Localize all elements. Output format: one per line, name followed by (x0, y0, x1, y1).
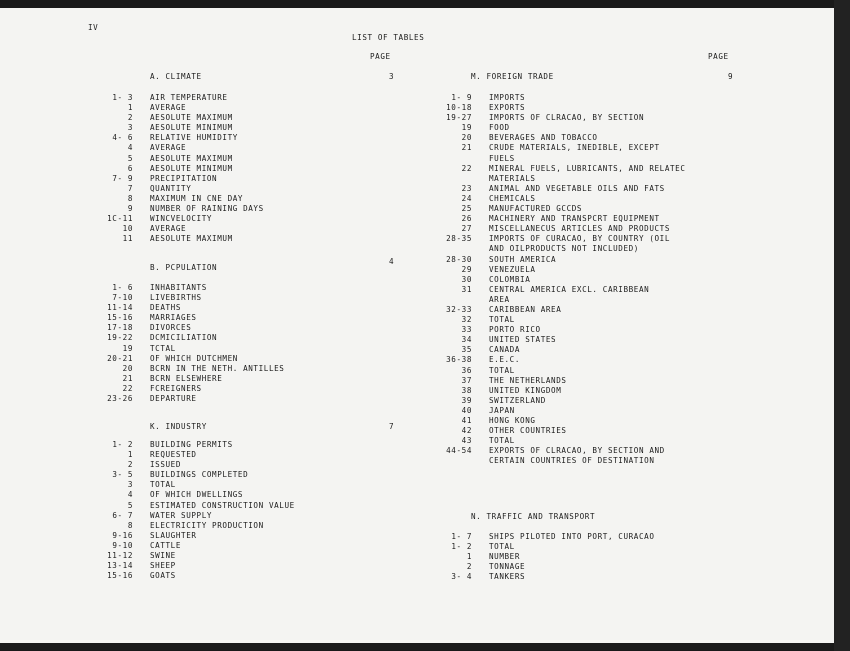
table-description: PRECIPITATION (150, 173, 218, 183)
scan-edge (834, 0, 850, 651)
table-description: FOOD (489, 123, 510, 133)
table-entry (112, 540, 373, 551)
table-number: 5 (127, 153, 133, 163)
table-description: TOTAL (489, 315, 515, 325)
table-number: 42 (461, 426, 472, 436)
section-page-industry: 7 (389, 422, 395, 431)
table-number: 8 (127, 193, 133, 203)
table-description: NUMBER OF RAINING DAYS (150, 204, 264, 214)
table-list-population (107, 283, 373, 404)
table-description: BEVERAGES AND TOBACCO (489, 133, 598, 143)
table-entry (112, 133, 373, 143)
table-description: HONG KONG (489, 416, 536, 425)
table-entry (472, 295, 772, 305)
table-description: WATER SUPPLY (150, 510, 213, 520)
table-number: 19-27 (446, 113, 472, 123)
table-entry (107, 561, 373, 571)
table-number: 10-18 (446, 103, 472, 113)
table-number: 37 (461, 375, 472, 385)
table-description: DEATHS (150, 303, 182, 313)
table-description: AESOLUTE MAXIMUM (150, 113, 233, 123)
table-description: TOTAL (150, 480, 176, 490)
table-entry (127, 183, 373, 194)
table-number: 31 (461, 284, 472, 294)
table-number: 1- 9 (451, 93, 472, 102)
table-entry (127, 113, 373, 123)
table-number: 4- 6 (112, 133, 133, 143)
table-description: CHEMICALS (489, 193, 536, 203)
table-description: RELATIVE HUMIDITY (150, 133, 238, 143)
table-description: THE NETHERLANDS (489, 375, 567, 385)
table-list-industry (107, 440, 373, 581)
table-number: 26 (461, 214, 472, 224)
table-entry (107, 333, 373, 343)
table-entry (461, 264, 772, 275)
table-description: SOUTH AMERICA (489, 254, 557, 264)
table-entry (446, 355, 772, 365)
table-entry (466, 552, 772, 562)
table-description: IMPORTS (489, 93, 526, 102)
table-number: 1- 2 (112, 440, 133, 449)
table-number: 11-14 (107, 303, 133, 313)
table-description: MANUFACTURED GCCDS (489, 204, 583, 214)
table-entry (461, 204, 772, 214)
table-entry (112, 440, 373, 450)
table-number: 1- 6 (112, 283, 133, 292)
table-description: BUILDING PERMITS (150, 440, 233, 449)
table-list-traffic (451, 532, 772, 582)
table-description: VENEZUELA (489, 264, 536, 274)
table-entry (461, 183, 772, 194)
section-page-foreign-trade: 9 (728, 72, 734, 81)
table-description: ELECTRICITY PRODUCTION (150, 520, 264, 530)
table-description: MACHINERY AND TRANSPCRT EQUIPMENT (489, 214, 660, 224)
table-number: 36-38 (446, 355, 472, 365)
table-entry (122, 363, 373, 374)
table-number: 28-30 (446, 254, 472, 264)
table-description: AESOLUTE MAXIMUM (150, 153, 233, 163)
table-entry (446, 103, 772, 113)
table-description: MINERAL FUELS, LUBRICANTS, AND RELATEC (489, 163, 686, 173)
table-number: 23 (461, 183, 472, 193)
table-entry (461, 133, 772, 143)
table-description: TANKERS (489, 572, 526, 582)
table-entry (446, 234, 772, 244)
table-description: AVERAGE (150, 143, 187, 153)
table-entry (122, 234, 373, 244)
table-entry (112, 293, 373, 303)
table-number: 17-18 (107, 323, 133, 333)
table-entry (127, 490, 373, 500)
table-entry (127, 163, 373, 174)
table-entry (461, 284, 772, 295)
table-number: 6- 7 (112, 510, 133, 520)
table-number: 35 (461, 345, 472, 355)
table-entry (127, 143, 373, 153)
page-number: IV (88, 23, 99, 32)
table-number: 28-35 (446, 234, 472, 244)
table-number: 9 (127, 204, 133, 214)
table-number: 1- 3 (112, 93, 133, 102)
table-entry (472, 244, 772, 254)
table-number: 5 (127, 500, 133, 510)
table-description: WINCVELOCITY (150, 214, 213, 224)
table-description: NUMBER (489, 552, 521, 562)
table-entry (127, 480, 373, 490)
table-description: TCTAL (150, 343, 176, 353)
table-description: LIVEBIRTHS (150, 293, 202, 303)
table-entry (461, 436, 772, 446)
table-entry (451, 532, 772, 542)
table-entry (127, 123, 373, 133)
section-title-traffic: N. TRAFFIC AND TRANSPORT (471, 512, 596, 521)
table-description: AREA (489, 294, 510, 304)
table-number: 30 (461, 274, 472, 284)
table-entry (466, 562, 772, 572)
table-number: 20-21 (107, 353, 133, 363)
table-number: 20 (122, 363, 133, 373)
table-list-foreign-trade (446, 93, 772, 466)
table-entry (461, 416, 772, 426)
table-entry (461, 274, 772, 285)
table-description: ESTIMATED CONSTRUCTION VALUE (150, 500, 295, 510)
table-number: 3- 5 (112, 470, 133, 480)
table-description: SLAUGHTER (150, 530, 197, 540)
table-description: CRUDE MATERIALS, INEDIBLE, EXCEPT (489, 143, 660, 153)
table-description: MAXIMUM IN CNE DAY (150, 193, 244, 203)
table-entry (107, 394, 373, 404)
table-description: AESOLUTE MAXIMUM (150, 234, 233, 244)
table-description: ANIMAL AND VEGETABLE OILS AND FATS (489, 183, 665, 193)
table-entry (461, 345, 772, 355)
table-description: CENTRAL AMERICA EXCL. CARIBBEAN (489, 284, 650, 294)
table-entry (446, 304, 772, 315)
table-number: 32-33 (446, 304, 472, 314)
table-entry (461, 325, 772, 335)
table-description: AIR TEMPERATURE (150, 93, 228, 102)
table-description: TONNAGE (489, 562, 526, 572)
table-number: 20 (461, 133, 472, 143)
table-number: 21 (461, 143, 472, 153)
table-number: 33 (461, 325, 472, 335)
table-description: CARIBBEAN AREA (489, 304, 562, 314)
table-number: 21 (122, 373, 133, 383)
table-number: 6 (127, 163, 133, 173)
table-number: 44-54 (446, 446, 472, 456)
table-entry (127, 204, 373, 214)
table-number: 43 (461, 436, 472, 446)
table-list-climate (107, 93, 373, 244)
table-entry (451, 542, 772, 552)
table-description: AVERAGE (150, 103, 187, 113)
table-entry (127, 460, 373, 470)
table-description: GOATS (150, 571, 176, 581)
table-number: 1 (127, 450, 133, 460)
table-entry (122, 343, 373, 354)
table-number: 9-16 (112, 530, 133, 540)
table-entry (112, 510, 373, 521)
table-entry (122, 224, 373, 234)
table-description: DIVORCES (150, 323, 192, 333)
table-number: 15-16 (107, 313, 133, 323)
table-entry (107, 571, 373, 581)
table-number: 1 (127, 103, 133, 113)
table-description: DEPARTURE (150, 394, 197, 404)
table-number: 1C-11 (107, 214, 133, 224)
table-entry (461, 405, 772, 416)
table-description: SHIPS PILOTED INTO PORT, CURACAO (489, 532, 655, 541)
table-number: 4 (127, 490, 133, 500)
table-entry (461, 214, 772, 224)
table-description: OF WHICH DWELLINGS (150, 490, 244, 500)
table-number: 13-14 (107, 561, 133, 571)
table-description: BCRN IN THE NETH. ANTILLES (150, 363, 285, 373)
table-description: FCREIGNERS (150, 383, 202, 393)
table-description: SWITZERLAND (489, 395, 546, 405)
table-entry (122, 373, 373, 384)
table-description: MARRIAGES (150, 313, 197, 323)
table-description: TOTAL (489, 542, 515, 552)
table-entry (461, 395, 772, 406)
table-entry (107, 313, 373, 323)
table-number: 34 (461, 335, 472, 345)
table-description: DCMICILIATION (150, 333, 218, 343)
table-number: 3- 4 (451, 572, 472, 582)
table-number: 41 (461, 416, 472, 425)
table-number: 27 (461, 224, 472, 234)
table-entry (461, 193, 772, 204)
table-description: JAPAN (489, 405, 515, 415)
table-number: 7-10 (112, 293, 133, 303)
table-description: IMPORTS OF CLRACAO, BY SECTION (489, 113, 645, 123)
table-number: 25 (461, 204, 472, 214)
table-entry (461, 385, 772, 396)
table-description: BUILDINGS COMPLETED (150, 470, 249, 480)
table-number: 24 (461, 193, 472, 203)
page-column-header-right: PAGE (708, 52, 729, 61)
table-number: 36 (461, 365, 472, 375)
table-number: 1- 2 (451, 542, 472, 552)
table-number: 9-10 (112, 540, 133, 550)
table-entry (461, 224, 772, 234)
table-number: 11-12 (107, 551, 133, 561)
table-description: AVERAGE (150, 224, 187, 234)
table-description: ISSUED (150, 460, 182, 470)
table-description: COLOMBIA (489, 274, 531, 284)
table-description: PORTO RICO (489, 325, 541, 335)
table-entry (127, 520, 373, 531)
table-entry (107, 353, 373, 364)
table-number: 23-26 (107, 394, 133, 404)
table-number: 15-16 (107, 571, 133, 581)
table-entry (472, 174, 772, 184)
table-description: CERTAIN COUNTRIES OF DESTINATION (489, 456, 655, 466)
table-description: MATERIALS (489, 173, 536, 183)
table-description: AESOLUTE MINIMUM (150, 123, 233, 133)
page-title: LIST OF TABLES (352, 33, 425, 42)
table-entry (461, 335, 772, 345)
section-page-population: 4 (389, 257, 395, 266)
table-number: 22 (122, 383, 133, 393)
table-description: CATTLE (150, 540, 182, 550)
table-entry (127, 500, 373, 511)
table-number: 3 (127, 480, 133, 490)
table-entry (451, 572, 772, 582)
table-entry (127, 153, 373, 164)
table-number: 8 (127, 520, 133, 530)
table-number: 19-22 (107, 333, 133, 343)
table-number: 3 (127, 123, 133, 133)
table-description: EXPORTS OF CLRACAO, BY SECTION AND (489, 446, 665, 456)
table-number: 22 (461, 163, 472, 173)
table-description: IMPORTS OF CURACAO, BY COUNTRY (OIL (489, 234, 671, 244)
table-description: TOTAL (489, 436, 515, 446)
section-title-industry: K. INDUSTRY (150, 422, 207, 431)
section-page-climate: 3 (389, 72, 395, 81)
table-entry (127, 193, 373, 204)
table-entry (461, 426, 772, 436)
table-number: 2 (127, 113, 133, 123)
table-entry (472, 456, 772, 466)
table-description: SWINE (150, 551, 176, 561)
table-entry (107, 214, 373, 224)
table-entry (461, 375, 772, 386)
table-number: 1 (466, 552, 472, 562)
table-entry (461, 315, 772, 325)
section-title-population: B. PCPULATION (150, 263, 218, 272)
table-number: 29 (461, 264, 472, 274)
table-number: 1- 7 (451, 532, 472, 541)
table-number: 19 (461, 123, 472, 133)
table-description: UNITED STATES (489, 335, 557, 345)
table-entry (451, 93, 772, 103)
table-number: 7 (127, 183, 133, 193)
table-entry (107, 323, 373, 333)
section-title-foreign-trade: M. FOREIGN TRADE (471, 72, 554, 81)
table-number: 40 (461, 405, 472, 415)
table-description: EXPORTS (489, 103, 526, 113)
table-entry (461, 143, 772, 153)
table-entry (112, 173, 373, 184)
table-number: 4 (127, 143, 133, 153)
page-column-header-left: PAGE (370, 52, 391, 61)
table-description: SHEEP (150, 561, 176, 571)
table-entry (127, 103, 373, 113)
table-description: OF WHICH DUTCHMEN (150, 353, 238, 363)
section-title-climate: A. CLIMATE (150, 72, 202, 81)
table-entry (446, 254, 772, 265)
table-description: CANADA (489, 345, 521, 355)
table-entry (461, 163, 772, 174)
table-description: E.E.C. (489, 355, 521, 365)
table-description: UNITED KINGDOM (489, 385, 562, 395)
table-number: 32 (461, 315, 472, 325)
table-description: OTHER COUNTRIES (489, 426, 567, 436)
table-entry (107, 303, 373, 313)
table-description: AESOLUTE MINIMUM (150, 163, 233, 173)
table-number: 2 (466, 562, 472, 572)
table-number: 19 (122, 343, 133, 353)
table-entry (446, 113, 772, 123)
table-entry (472, 154, 772, 164)
table-description: REQUESTED (150, 450, 197, 460)
table-description: FUELS (489, 153, 515, 163)
table-number: 2 (127, 460, 133, 470)
table-description: INHABITANTS (150, 283, 207, 292)
table-description: AND OILPRODUCTS NOT INCLUDED) (489, 244, 639, 254)
table-entry (122, 383, 373, 394)
table-description: QUANTITY (150, 183, 192, 193)
table-entry (112, 283, 373, 293)
table-entry (107, 551, 373, 561)
table-entry (446, 446, 772, 456)
table-number: 11 (122, 234, 133, 244)
table-entry (112, 470, 373, 480)
table-entry (461, 123, 772, 133)
table-number: 10 (122, 224, 133, 234)
table-description: BCRN ELSEWHERE (150, 373, 223, 383)
table-entry (112, 530, 373, 541)
table-description: TOTAL (489, 365, 515, 375)
table-number: 39 (461, 395, 472, 405)
table-entry (461, 365, 772, 376)
table-entry (112, 93, 373, 103)
table-number: 38 (461, 385, 472, 395)
table-description: MISCELLANECUS ARTICLES AND PRODUCTS (489, 224, 671, 234)
table-number: 7- 9 (112, 173, 133, 183)
table-entry (127, 450, 373, 460)
